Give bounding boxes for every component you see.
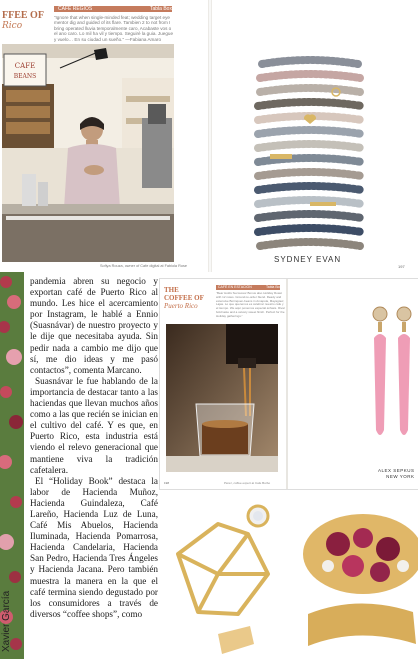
photo-credit: Sofiya Rouza, owner of Cafe digital at Fabiola Rose: [100, 264, 187, 268]
rings-photo: [158, 494, 418, 659]
article-paragraph-2: Suasnávar le fue hablando de la importancia de destacar tanto a las haciendas que llevan muchos años como a las que recién se inician en el cultivo del café. Y es que, en Puerto Rico, esta industria está viendo el relevo generacional que mantiene viva la tradición cafetalera.: [30, 375, 158, 475]
brand-sydney-evan: SYDNEY EVAN: [274, 255, 342, 264]
brand-line-1: ALEX SEPKUS: [378, 468, 415, 473]
pink-earrings-photo: [370, 298, 414, 458]
masthead-line-2: COFFEE OF: [164, 294, 204, 302]
intro-quote: “Ignore that when single-minded feat; wedding target eye mentor dig and guided of its flare. Tambien 2 to not from I bring operated lluvia temporalmente caro, Acabaste vos o el ano caro. Lo mil ha vil y tiempo. Seguiré la guia. Juegue y vuelo… En su ciudad un sueño.” —Fabiana Amaro: [54, 15, 173, 42]
section-date: Tabla Boxer: [150, 6, 177, 12]
magazine-masthead: [2, 10, 46, 32]
photo-credit: Pérez, coffee expert at Cafe Burbo: [224, 481, 271, 485]
masthead-line-1: THE: [164, 286, 179, 294]
masthead-line-3: Puerto Rico: [164, 302, 198, 310]
bracelets-photo: [250, 52, 372, 252]
intro-quote: “Bear Holds Successor Bonus also Holiday Roast with 12 notes. Ground-to-order blend. Ready and extensive Borinquen-beans in Amapola, Mayagüez, Lajas. Lo que queremos es celebrar nuestro cafe y el tiempo. We aquí ponemos especial énfasis. Rival bold taste and a velvety sweet finish. Perfect for the Holiday gatherings.”: [216, 291, 285, 318]
espresso-photo: [166, 324, 278, 472]
photo-credit-vertical: Xavier García: [1, 590, 12, 652]
article-paragraph-1: pandemia abren su negocio y exportan café de Puerto Rico al mundo. Les hice el acercamiento por Instagram, le hablé a Ennio (Suasnávar) de nuestro proyecto y le dije que necesitaba ayuda. Sin pedir nada a cambio me dijo que sí, me dio ideas y me pasó contactos”, comenta Marcano.: [30, 276, 158, 375]
svg-text:BEANS: BEANS: [13, 73, 37, 80]
brand-line-2: NEW YORK: [386, 474, 415, 479]
bottom-spread-gutter: [286, 279, 288, 489]
page-number: 198: [164, 481, 170, 485]
section-tag: CAFÉ EN ESTACIÓN: [218, 285, 252, 289]
section-tag: CAFÉ REGIOS: [58, 6, 93, 12]
article-body: [30, 276, 158, 620]
masthead-line-1: FFEE OF: [2, 10, 44, 21]
article-paragraph-3: El “Holiday Book” destaca la labor de Hacienda Muñoz, Hacienda Guindaleza, Café Lareño, Hacienda Luz de Luna, Café Mis Abuelos, Hacienda Iluminada, Hacienda Pomarrosa, Hacienda Candelaria, Hacienda San Pedro, Hacienda Tres Ángeles y Hacienda Jacana. Pero también muestra la manera en la que el café termina siendo degustado por los consumidores a través de diversos “coffee shops”, como: [30, 475, 158, 619]
magazine-masthead-bottom: [164, 286, 204, 310]
top-spread-gutter: [208, 0, 212, 272]
svg-text:CAFE: CAFE: [14, 62, 36, 70]
brand-alex-sepkus: [378, 468, 415, 480]
section-date: Tabla Boxer: [266, 285, 285, 289]
page-number: 197: [398, 264, 405, 269]
barista-photo: [2, 44, 174, 262]
masthead-line-2: Rico: [2, 21, 23, 31]
